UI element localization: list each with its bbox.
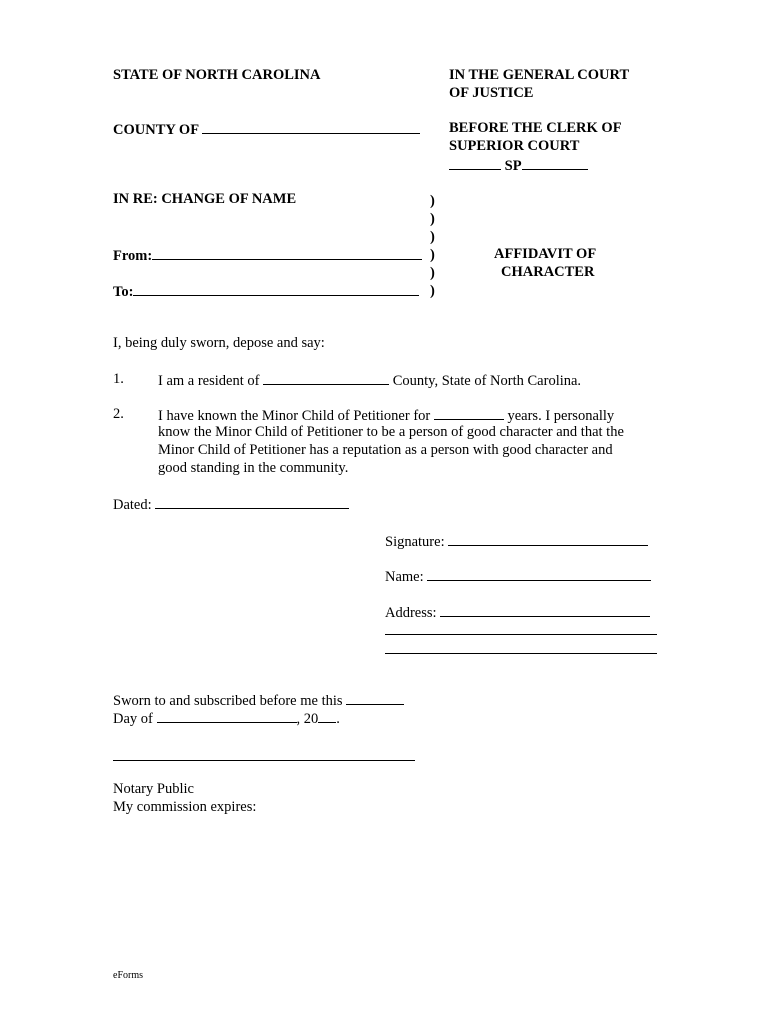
sp-label: SP <box>504 158 522 174</box>
clerk-line-2: SUPERIOR COURT <box>449 138 580 154</box>
to-label: To: <box>113 284 134 300</box>
caption-paren-4: ) <box>430 247 435 263</box>
item-2-line-3: Minor Child of Petitioner has a reputation as a person with good character and <box>158 442 613 458</box>
address-blank[interactable] <box>440 602 650 617</box>
year-prefix: , 20 <box>296 711 319 727</box>
notary-signature-line[interactable] <box>113 760 415 761</box>
commission-expires-label: My commission expires: <box>113 799 257 815</box>
address-label: Address: <box>385 605 437 621</box>
from-blank[interactable] <box>152 245 422 260</box>
sp-number-blank[interactable] <box>522 155 588 170</box>
name-label: Name: <box>385 569 424 585</box>
county-residence-blank[interactable] <box>263 370 389 385</box>
address-line-3[interactable] <box>385 653 657 654</box>
item-2-line-1 <box>158 405 614 425</box>
to-line <box>113 281 419 301</box>
intro-text: I, being duly sworn, depose and say: <box>113 335 325 351</box>
item-2-line-2: know the Minor Child of Petitioner to be a person of good character and that the <box>158 424 624 440</box>
dated-blank[interactable] <box>155 494 349 509</box>
caption-paren-1: ) <box>430 193 435 209</box>
state-heading: STATE OF NORTH CAROLINA <box>113 67 321 83</box>
name-line <box>385 566 651 586</box>
address-line <box>385 602 650 622</box>
years-blank[interactable] <box>434 405 504 420</box>
item-2-number: 2. <box>113 406 124 422</box>
caption-paren-2: ) <box>430 211 435 227</box>
name-blank[interactable] <box>427 566 651 581</box>
day-of-label: Day of <box>113 711 153 727</box>
sp-prefix-blank[interactable] <box>449 155 501 170</box>
item-1-pre: I am a resident of <box>158 373 260 389</box>
notary-public-label: Notary Public <box>113 781 194 797</box>
caption-paren-5: ) <box>430 265 435 281</box>
caption-paren-3: ) <box>430 229 435 245</box>
sworn-text: Sworn to and subscribed before me this <box>113 693 343 709</box>
to-blank[interactable] <box>133 281 419 296</box>
dated-line <box>113 494 349 514</box>
signature-label: Signature: <box>385 534 445 550</box>
eforms-footer: eForms <box>113 970 143 981</box>
signature-blank[interactable] <box>448 531 648 546</box>
county-label: COUNTY OF <box>113 122 199 138</box>
item-1-post: County, State of North Carolina. <box>392 373 582 389</box>
signature-line <box>385 531 648 551</box>
item-2-line-4: good standing in the community. <box>158 460 349 476</box>
from-line <box>113 245 422 265</box>
item-2-pre: I have known the Minor Child of Petitioner for <box>158 408 431 424</box>
item-1-number: 1. <box>113 371 124 387</box>
year-blank[interactable] <box>318 708 336 723</box>
court-line-2: OF JUSTICE <box>449 85 534 101</box>
day-of-line <box>113 708 340 728</box>
sworn-day-blank[interactable] <box>346 690 404 705</box>
in-re-heading: IN RE: CHANGE OF NAME <box>113 191 297 207</box>
county-blank[interactable] <box>202 119 420 134</box>
affidavit-title-line-1: AFFIDAVIT OF <box>494 246 597 262</box>
affidavit-title-line-2: CHARACTER <box>501 264 595 280</box>
caption-paren-6: ) <box>430 283 435 299</box>
year-suffix: . <box>336 711 340 727</box>
item-2-post: years. I personally <box>507 408 615 424</box>
address-line-2[interactable] <box>385 634 657 635</box>
month-blank[interactable] <box>157 708 297 723</box>
county-line <box>113 119 420 139</box>
court-line-1: IN THE GENERAL COURT <box>449 67 630 83</box>
from-label: From: <box>113 248 153 264</box>
sworn-line <box>113 690 404 710</box>
item-1-text <box>158 370 581 390</box>
sp-line <box>449 155 588 175</box>
clerk-line-1: BEFORE THE CLERK OF <box>449 120 622 136</box>
dated-label: Dated: <box>113 497 152 513</box>
